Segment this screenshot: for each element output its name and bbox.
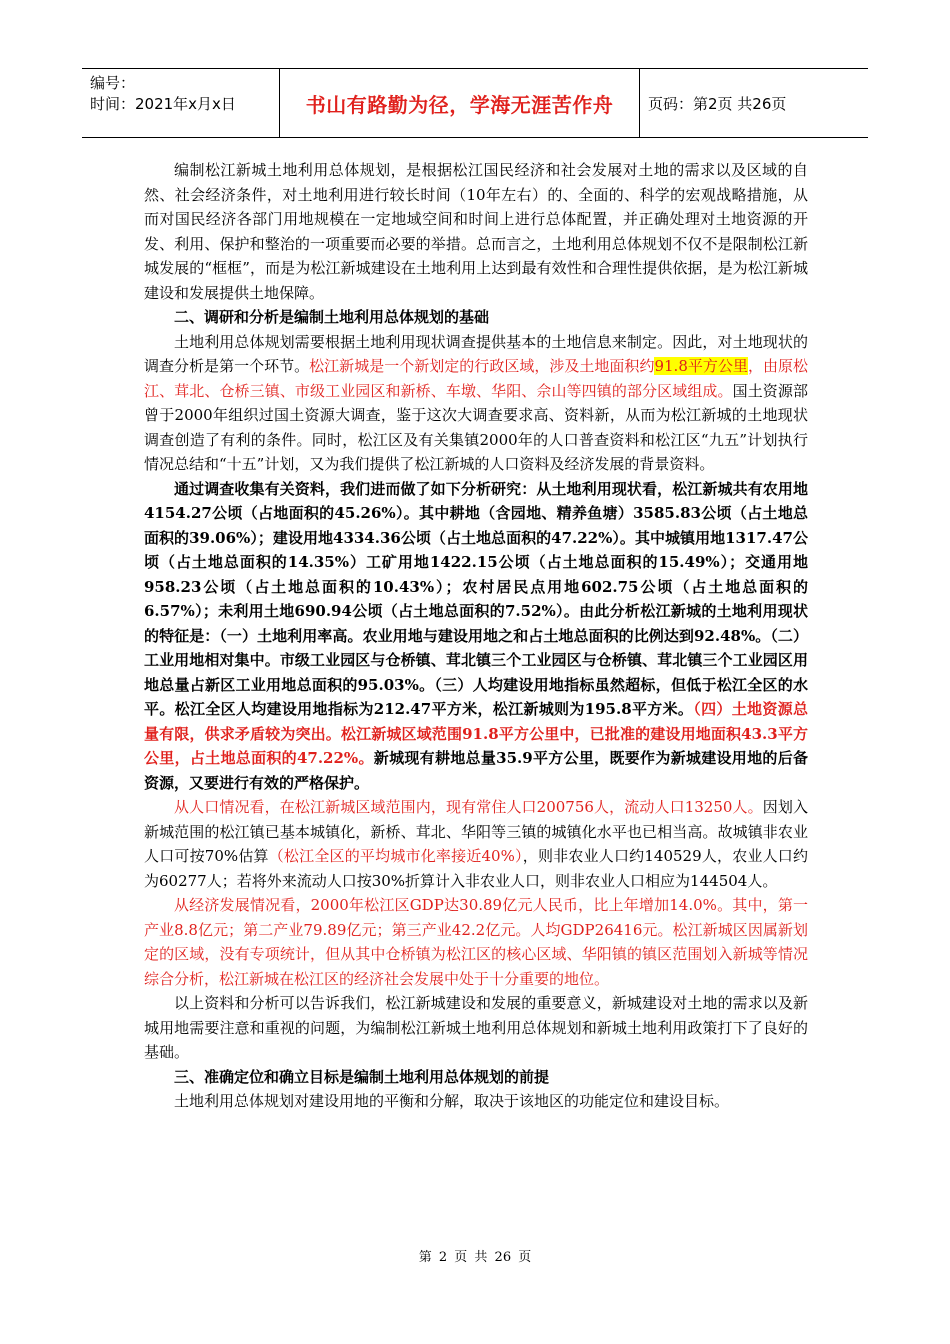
paragraph-economy: 从经济发展情况看，2000年松江区GDP达30.89亿元人民币，比上年增加14.0%。其中，第一产业8.8亿元；第二产业79.89亿元；第三产业42.2亿元。人均GDP26416元。松江新城区因属新划定的区域，没有专项统计，但从其中仓桥镇为松江区的核心区域、华阳镇的镇区范围划入新城等情况综合分析，松江新城在松江区的经济社会发展中处于十分重要的地位。	[144, 896, 808, 988]
population-rate-note: （松江全区的平均城市化率接近40%）	[268, 847, 523, 865]
section-heading-2: 二、调研和分析是编制土地利用总体规划的基础	[174, 308, 490, 326]
paragraph-positioning: 土地利用总体规划对建设用地的平衡和分解，取决于该地区的功能定位和建设目标。	[174, 1092, 730, 1110]
survey-background-text: 国土资源部曾于2000年组织过国土资源大调查，鉴于这次大调查要求高、资料新，从而为松江新城的土地现状调查创造了有利的条件。同时，松江区及有关集镇2000年的人口普查资料和松江区“九五”计划执行情况总结和“十五”计划，又为我们提供了松江新城的人口资料及经济发展的背景资料。	[144, 381, 808, 473]
header-meta	[82, 69, 280, 137]
population-estimate: ，则非农业人口约140529人，农业人口约为60277人；若将外来流动人口按30%折算计入非农业人口，则非农业人口相应为144504人。	[144, 847, 809, 890]
paragraph-population	[144, 795, 808, 893]
paragraph-analysis	[144, 477, 808, 796]
survey-composition-text: ，由原松江、茸北、仓桥三镇、市级工业园区和新桥、车墩、华阳、佘山等四镇的部分区域组成。	[144, 357, 808, 400]
page-footer: 第 2 页 共 26 页	[418, 1250, 532, 1265]
document-number-label: 编号：	[90, 74, 136, 92]
highlighted-area: 91.8平方公里	[654, 357, 748, 375]
header-motto: 书山有路勤为径，学海无涯苦作舟	[280, 69, 640, 137]
document-body	[144, 158, 808, 1114]
page-header	[82, 68, 868, 138]
document-date: 时间：2021年x月x日	[90, 95, 236, 113]
population-text: 因划入新城范围的松江镇已基本城镇化，新桥、茸北、华阳等三镇的城镇化水平也已相当高。故城镇非农业人口可按70%估算	[144, 798, 808, 865]
analysis-resource-text: （四）土地资源总量有限，供求矛盾较为突出。松江新城区域范围91.8平方公里中，已批准的建设用地面积43.3平方公里，占土地总面积的47.22%。	[144, 700, 808, 767]
analysis-farmland-text: 新城现有耕地总量35.9平方公里，既要作为新城建设用地的后备资源，又要进行有效的严格保护。	[144, 749, 808, 792]
analysis-text: 通过调查收集有关资料，我们进而做了如下分析研究：从土地利用现状看，松江新城共有农用地4154.27公顷（占地面积的45.26%）。其中耕地（含园地、精养鱼塘）3585.83公顷（占土地总面积的39.06%）；建设用地4334.36公顷（占土地总面积的47.22%）。其中城镇用地1317.47公顷（占土地总面积的14.35%）工矿用地1422.15公顷（占土地总面积的15.49%）；交通用地958.23公顷（占土地总面积的10.43%）；农村居民点用地602.75公顷（占土地总面积的6.57%）；未利用土地690.94公顷（占土地总面积的7.52%）。由此分析松江新城的土地利用现状的特征是：（一）土地利用率高。农业用地与建设用地之和占土地总面积的比例达到92.48%。（二）工业用地相对集中。市级工业园区与仓桥镇、茸北镇三个工业园区与仓桥镇、茸北镇三个工业园区用地总量占新区工业用地总面积的95.03%。（三）人均建设用地指标虽然超标，但低于松江全区的水平。松江全区人均建设用地指标为212.47平方米，松江新城则为195.8平方米。	[144, 479, 808, 718]
paragraph-survey	[144, 330, 808, 477]
paragraph-summary: 以上资料和分析可以告诉我们，松江新城建设和发展的重要意义，新城建设对土地的需求以及新城用地需要注意和重视的问题，为编制松江新城土地利用总体规划和新城土地利用政策打下了良好的基础。	[144, 994, 808, 1061]
survey-text: 土地利用总体规划需要根据土地利用现状调查提供基本的土地信息来制定。因此，对土地现状的调查分析是第一个环节。	[144, 332, 808, 375]
section-heading-3: 三、准确定位和确立目标是编制土地利用总体规划的前提	[174, 1067, 550, 1086]
population-intro: 从人口情况看，在松江新城区域范围内，现有常住人口200756人，流动人口13250人。	[174, 798, 763, 816]
paragraph-intro: 编制松江新城土地利用总体规划，是根据松江国民经济和社会发展对土地的需求以及区域的自然、社会经济条件，对土地利用进行较长时间（10年左右）的、全面的、科学的宏观战略措施，从而对国民经济各部门用地规模在一定地域空间和时间上进行总体配置，并正确处理对土地资源的开发、利用、保护和整治的一项重要而必要的举措。总而言之，土地利用总体规划不仅不是限制松江新城发展的“框框”，而是为松江新城建设在土地利用上达到最有效性和合理性提供依据，是为松江新城建设和发展提供土地保障。	[144, 161, 808, 302]
header-page-info: 页码：第2页 共26页	[648, 94, 787, 113]
survey-area-text: 松江新城是一个新划定的行政区域，涉及土地面积约	[309, 357, 655, 375]
